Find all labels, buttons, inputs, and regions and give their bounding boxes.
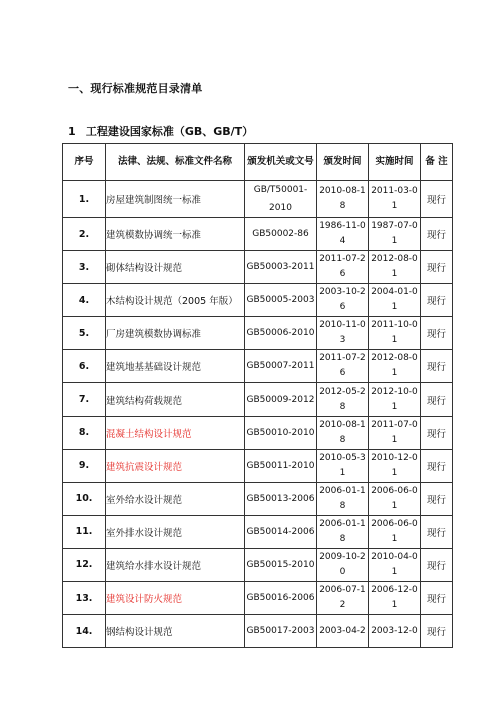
row-effective-date: 2012-10-01 <box>369 383 421 416</box>
row-code: GB50010-2010 <box>245 416 317 449</box>
subsection-heading <box>68 123 253 139</box>
row-note: 现行 <box>421 615 453 648</box>
header-issue-date: 颁发时间 <box>317 144 369 181</box>
row-issue-date: 1986-11-04 <box>317 218 369 251</box>
row-effective-date: 2010-04-01 <box>369 548 421 581</box>
row-note: 现行 <box>421 416 453 449</box>
subsection-title: 工程建设国家标准（GB、GB/T） <box>85 125 254 138</box>
row-number: 7. <box>63 383 106 416</box>
row-number: 14. <box>63 615 106 648</box>
row-number: 8. <box>63 416 106 449</box>
row-issue-date: 2006-01-18 <box>317 515 369 548</box>
row-number: 6. <box>63 350 106 383</box>
table-row <box>63 582 453 615</box>
row-number: 13. <box>63 582 106 615</box>
header-name: 法律、法规、标准文件名称 <box>106 144 245 181</box>
row-standard-name: 混凝土结构设计规范 <box>106 416 245 449</box>
row-code: GB50014-2006 <box>245 515 317 548</box>
row-code: GB50006-2010 <box>245 317 317 350</box>
row-number: 11. <box>63 515 106 548</box>
row-effective-date: 2006-06-01 <box>369 515 421 548</box>
table-row <box>63 383 453 416</box>
row-note: 现行 <box>421 515 453 548</box>
table-row <box>63 350 453 383</box>
row-effective-date: 2012-08-01 <box>369 251 421 284</box>
row-issue-date: 2009-10-20 <box>317 548 369 581</box>
row-effective-date: 2012-08-01 <box>369 350 421 383</box>
row-standard-name: 建筑结构荷载规范 <box>106 383 245 416</box>
row-note: 现行 <box>421 548 453 581</box>
table-row <box>63 317 453 350</box>
row-number: 12. <box>63 548 106 581</box>
row-issue-date: 2003-04-2 <box>317 615 369 648</box>
row-code: GB50011-2010 <box>245 449 317 482</box>
row-number: 2. <box>63 218 106 251</box>
header-note: 备 注 <box>421 144 453 181</box>
row-issue-date: 2010-11-03 <box>317 317 369 350</box>
table-row <box>63 416 453 449</box>
row-standard-name: 木结构设计规范（2005 年版） <box>106 284 245 317</box>
row-standard-name: 建筑地基基础设计规范 <box>106 350 245 383</box>
row-issue-date: 2006-07-12 <box>317 582 369 615</box>
row-code: GB50009-2012 <box>245 383 317 416</box>
row-issue-date: 2010-08-18 <box>317 181 369 218</box>
row-note: 现行 <box>421 482 453 515</box>
row-code: GB50017-2003 <box>245 615 317 648</box>
header-no: 序号 <box>63 144 106 181</box>
row-number: 1. <box>63 181 106 218</box>
row-effective-date: 2004-01-01 <box>369 284 421 317</box>
row-standard-name: 钢结构设计规范 <box>106 615 245 648</box>
row-number: 9. <box>63 449 106 482</box>
row-standard-name: 室外排水设计规范 <box>106 515 245 548</box>
row-issue-date: 2003-10-26 <box>317 284 369 317</box>
row-standard-name: 砌体结构设计规范 <box>106 251 245 284</box>
row-note: 现行 <box>421 383 453 416</box>
table-row <box>63 284 453 317</box>
header-effective-date: 实施时间 <box>369 144 421 181</box>
row-note: 现行 <box>421 218 453 251</box>
row-number: 3. <box>63 251 106 284</box>
row-issue-date: 2012-05-28 <box>317 383 369 416</box>
header-issuer: 颁发机关或文号 <box>245 144 317 181</box>
section-heading: 一、现行标准规范目录清单 <box>68 82 203 95</box>
row-standard-name: 建筑设计防火规范 <box>106 582 245 615</box>
row-code: GB50003-2011 <box>245 251 317 284</box>
row-standard-name: 建筑模数协调统一标准 <box>106 218 245 251</box>
row-standard-name: 建筑给水排水设计规范 <box>106 548 245 581</box>
row-note: 现行 <box>421 449 453 482</box>
row-code: GB/T50001-2010 <box>245 181 317 218</box>
row-standard-name: 房屋建筑制图统一标准 <box>106 181 245 218</box>
row-effective-date: 2003-12-0 <box>369 615 421 648</box>
row-effective-date: 2011-10-01 <box>369 317 421 350</box>
row-effective-date: 2010-12-01 <box>369 449 421 482</box>
table-header-row <box>63 144 453 181</box>
row-standard-name: 厂房建筑模数协调标准 <box>106 317 245 350</box>
subsection-number: 1 <box>68 125 76 138</box>
row-number: 5. <box>63 317 106 350</box>
row-standard-name: 建筑抗震设计规范 <box>106 449 245 482</box>
row-issue-date: 2011-07-26 <box>317 251 369 284</box>
row-standard-name: 室外给水设计规范 <box>106 482 245 515</box>
table-row <box>63 482 453 515</box>
row-note: 现行 <box>421 284 453 317</box>
row-issue-date: 2010-08-18 <box>317 416 369 449</box>
row-note: 现行 <box>421 350 453 383</box>
row-number: 10. <box>63 482 106 515</box>
table-row <box>63 515 453 548</box>
row-note: 现行 <box>421 317 453 350</box>
table-row <box>63 251 453 284</box>
row-note: 现行 <box>421 251 453 284</box>
row-code: GB50013-2006 <box>245 482 317 515</box>
row-code: GB50015-2010 <box>245 548 317 581</box>
row-note: 现行 <box>421 582 453 615</box>
table-row <box>63 181 453 218</box>
row-effective-date: 2011-03-01 <box>369 181 421 218</box>
row-note: 现行 <box>421 181 453 218</box>
row-effective-date: 2006-06-01 <box>369 482 421 515</box>
table-row <box>63 548 453 581</box>
row-number: 4. <box>63 284 106 317</box>
row-code: GB50016-2006 <box>245 582 317 615</box>
row-effective-date: 2011-07-01 <box>369 416 421 449</box>
table-row <box>63 449 453 482</box>
standards-table <box>62 143 453 648</box>
row-effective-date: 2006-12-01 <box>369 582 421 615</box>
row-code: GB50007-2011 <box>245 350 317 383</box>
row-issue-date: 2010-05-31 <box>317 449 369 482</box>
table-row <box>63 615 453 648</box>
row-code: GB50002-86 <box>245 218 317 251</box>
row-issue-date: 2011-07-26 <box>317 350 369 383</box>
row-issue-date: 2006-01-18 <box>317 482 369 515</box>
table-row <box>63 218 453 251</box>
row-effective-date: 1987-07-01 <box>369 218 421 251</box>
row-code: GB50005-2003 <box>245 284 317 317</box>
